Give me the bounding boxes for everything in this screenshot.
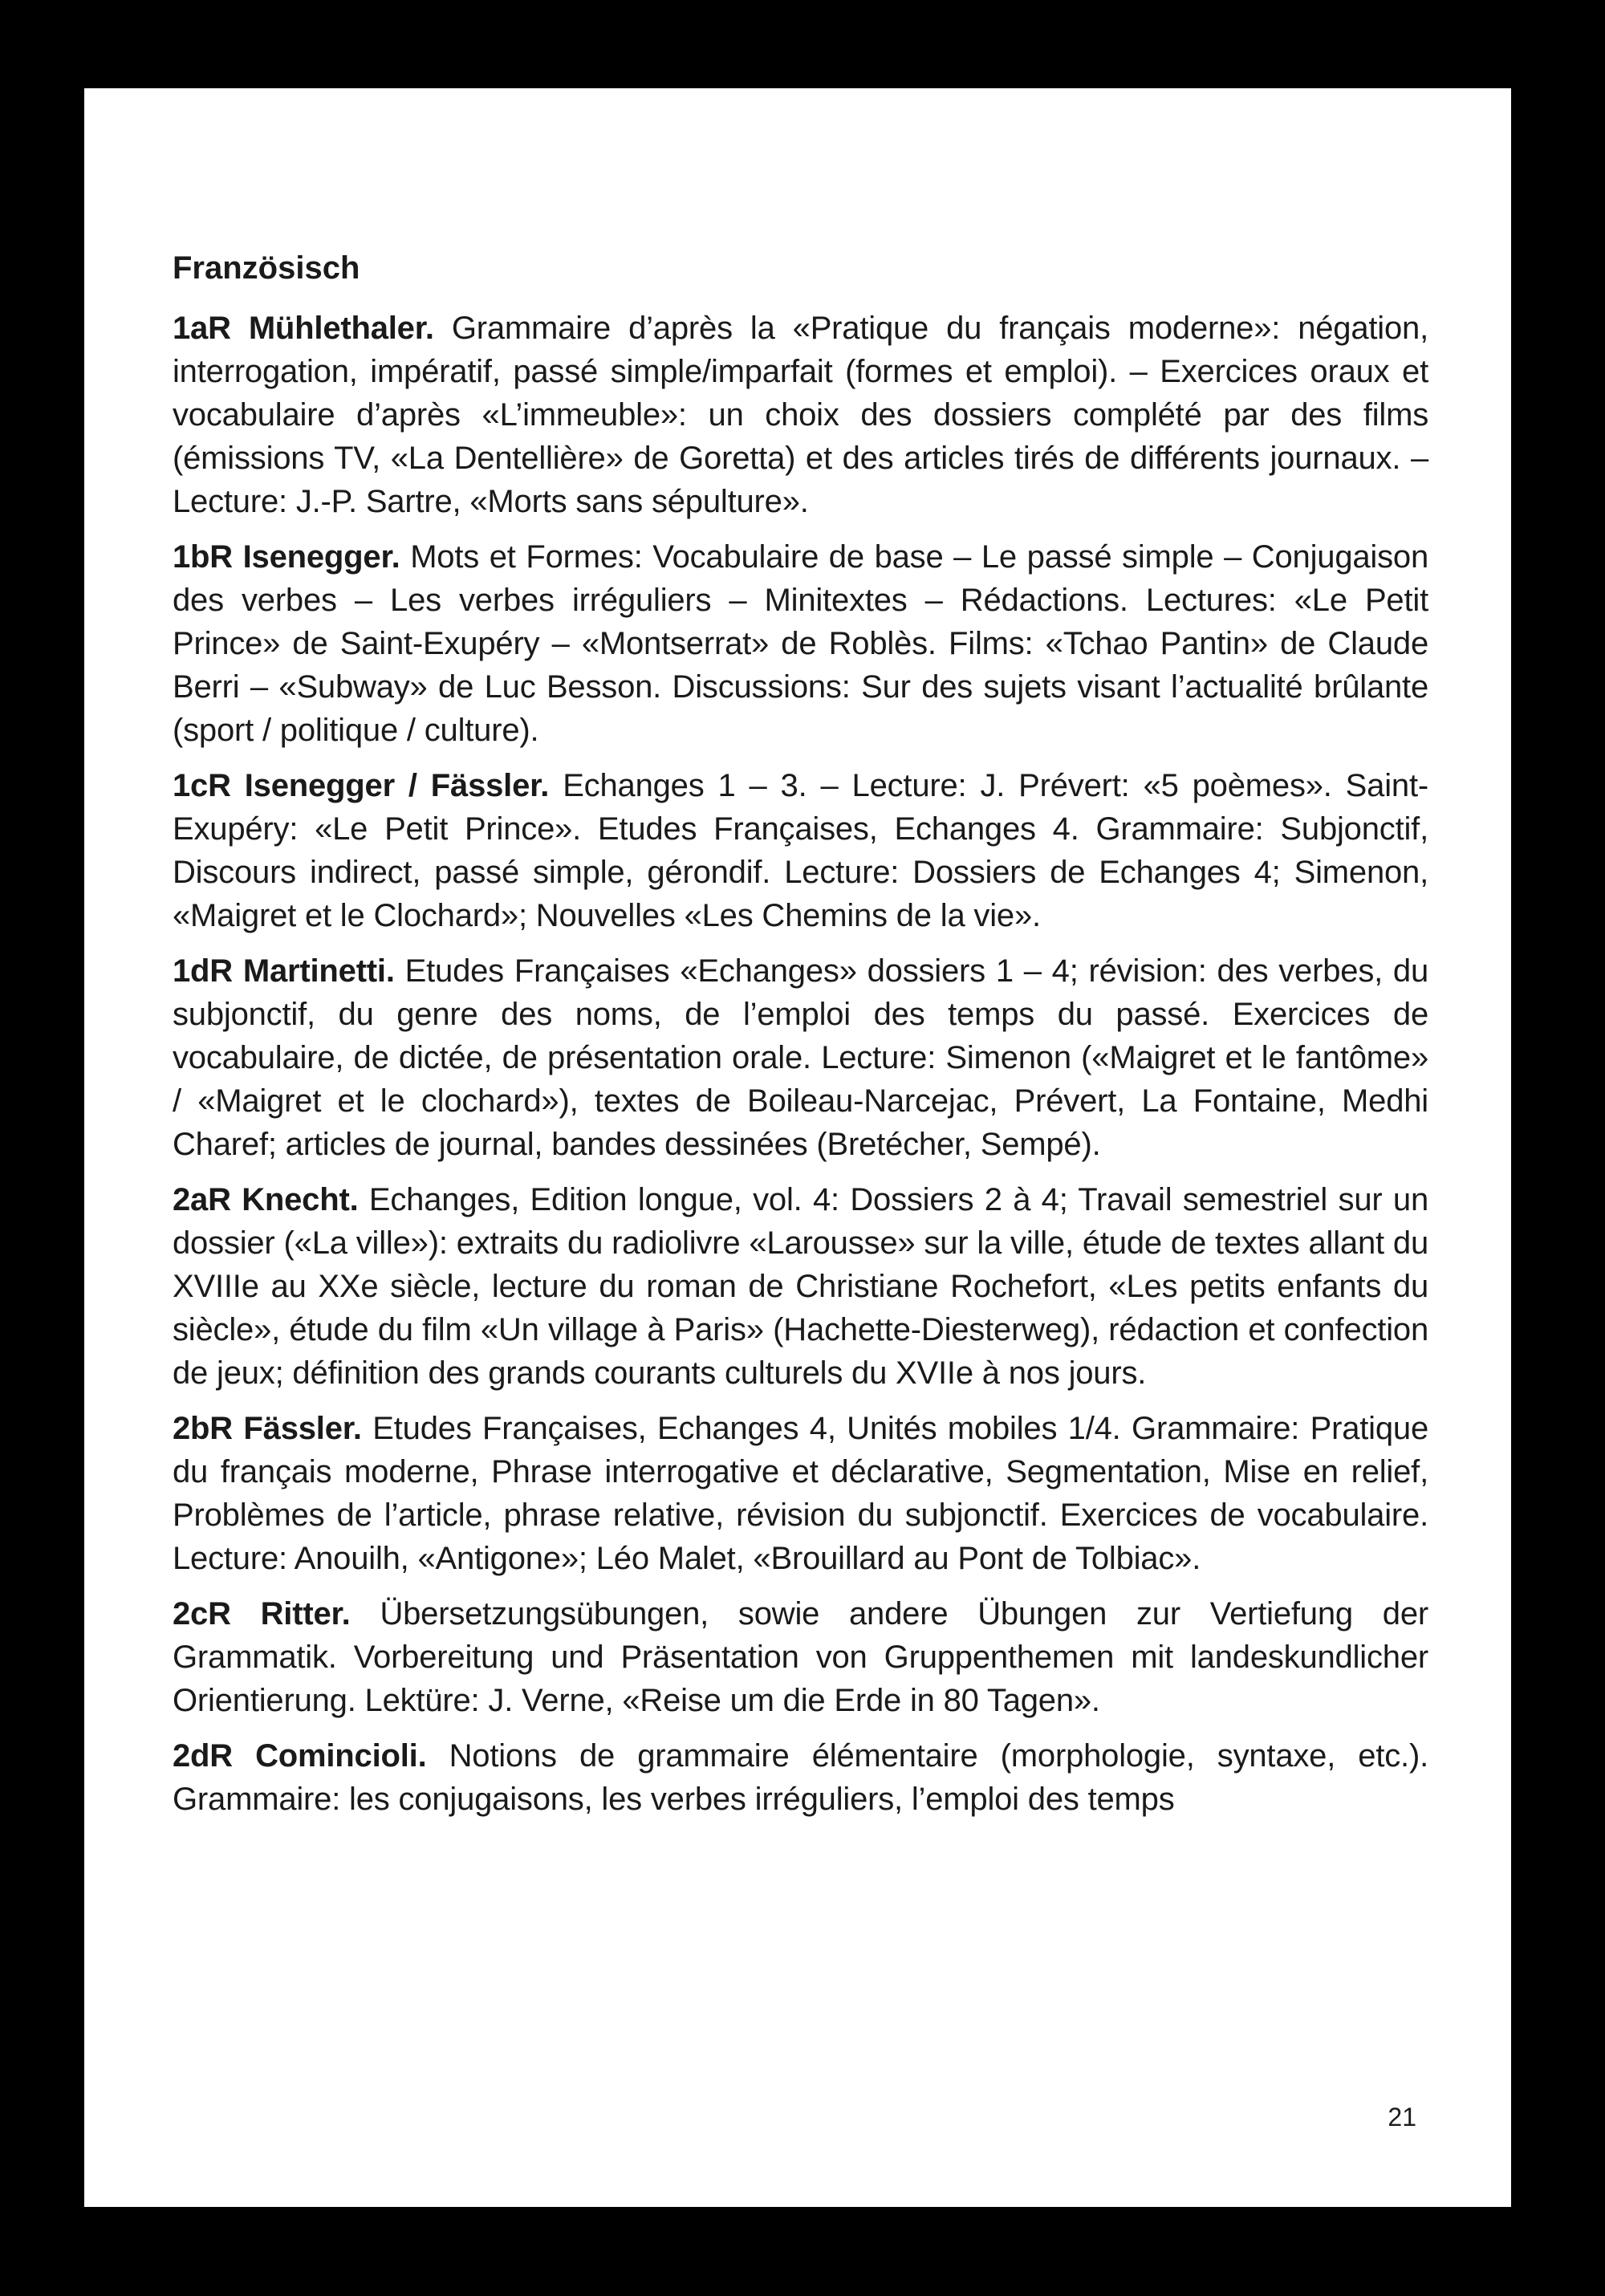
document-page (84, 88, 1511, 2207)
course-code: 1dR (173, 953, 233, 989)
course-code: 2cR (173, 1596, 231, 1632)
course-description: Etudes Françaises, Echanges 4, Unités mobiles 1/4. Grammaire: Pratique du français moderne, Phrase interrogative et déclarative, Segmentation, Mise en relief, Problèmes de l’article, phrase relative, révision du subjonctif. Exercices de vocabulaire. Lecture: Anouilh, «Antigone»; Léo Malet, «Brouillard au Pont de Tolbiac». (173, 1411, 1428, 1576)
teacher-name: Martinetti. (242, 953, 395, 989)
course-entry-1cR (173, 764, 1428, 937)
teacher-name: Knecht. (242, 1182, 359, 1217)
course-description: Grammaire d’après la «Pratique du français moderne»: négation, interrogation, impératif, passé simple/imparfait (formes et emploi). – Exercices oraux et vocabulaire d’après «L’immeuble»: un choix des dossiers complété par des films (émissions TV, «La Dentellière» de Goretta) et des articles tirés de différents journaux. – Lecture: J.-P. Sartre, «Morts sans sépulture». (173, 311, 1428, 519)
teacher-name: Comincioli. (255, 1738, 427, 1774)
page-number: 21 (1388, 2103, 1416, 2131)
course-entry-2bR (173, 1407, 1428, 1580)
course-code: 1cR (173, 768, 231, 803)
course-description: Echanges, Edition longue, vol. 4: Dossiers 2 à 4; Travail semestriel sur un dossier («La ville»): extraits du radiolivre «Larousse» sur la ville, étude de textes allant du XVIIIe au XXe siècle, lecture du roman de Christiane Rochefort, «Les petits enfants du siècle», étude du film «Un village à Paris» (Hachette-Diesterweg), rédaction et confection de jeux; définition des grands courants culturels du XVIIe à nos jours. (173, 1182, 1428, 1391)
course-code: 1aR (173, 311, 231, 346)
course-entry-2dR (173, 1734, 1428, 1821)
teacher-name: Ritter. (260, 1596, 351, 1632)
teacher-name: Mühlethaler. (248, 311, 434, 346)
teacher-name: Isenegger. (242, 539, 400, 575)
teacher-name: Fässler. (243, 1411, 362, 1446)
teacher-name: Isenegger / Fässler. (244, 768, 550, 803)
course-description: Mots et Formes: Vocabulaire de base – Le passé simple – Conjugaison des verbes – Les verbes irréguliers – Minitextes – Rédactions. Lectures: «Le Petit Prince» de Saint-Exupéry – «Montserrat» de Roblès. Films: «Tchao Pantin» de Claude Berri – «Subway» de Luc Besson. Discussions: Sur des sujets visant l’actualité brûlante (sport / politique / culture). (173, 539, 1428, 748)
course-description: Etudes Françaises «Echanges» dossiers 1 – 4; révision: des verbes, du subjonctif, du genre des noms, de l’emploi des temps du passé. Exercices de vocabulaire, de dictée, de présentation orale. Lecture: Simenon («Maigret et le fantôme» / «Maigret et le clochard»), textes de Boileau-Narcejac, Prévert, La Fontaine, Medhi Charef; articles de journal, bandes dessinées (Bretécher, Sempé). (173, 953, 1428, 1162)
section-heading: Französisch (173, 250, 360, 286)
course-code: 2aR (173, 1182, 231, 1217)
course-entry-1dR (173, 949, 1428, 1166)
course-entry-1aR (173, 307, 1428, 523)
course-description: Echanges 1 – 3. – Lecture: J. Prévert: «5 poèmes». Saint-Exupéry: «Le Petit Prince». Etudes Françaises, Echanges 4. Grammaire: Subjonctif, Discours indirect, passé simple, gérondif. Lecture: Dossiers de Echanges 4; Simenon, «Maigret et le Clochard»; Nouvelles «Les Chemins de la vie». (173, 768, 1428, 933)
course-description: Notions de grammaire élémentaire (morphologie, syntaxe, etc.). Grammaire: les conjugaisons, les verbes irréguliers, l’emploi des temps (173, 1738, 1428, 1817)
course-entry-2cR (173, 1592, 1428, 1722)
course-code: 2dR (173, 1738, 233, 1774)
course-code: 2bR (173, 1411, 233, 1446)
course-description: Übersetzungsübungen, sowie andere Übungen zur Vertiefung der Grammatik. Vorbereitung und Präsentation von Gruppenthemen mit landeskundlicher Orientierung. Lektüre: J. Verne, «Reise um die Erde in 80 Tagen». (173, 1596, 1428, 1718)
page-content (173, 249, 1428, 1833)
course-entry-1bR (173, 535, 1428, 752)
course-entry-2aR (173, 1178, 1428, 1395)
course-code: 1bR (173, 539, 233, 575)
